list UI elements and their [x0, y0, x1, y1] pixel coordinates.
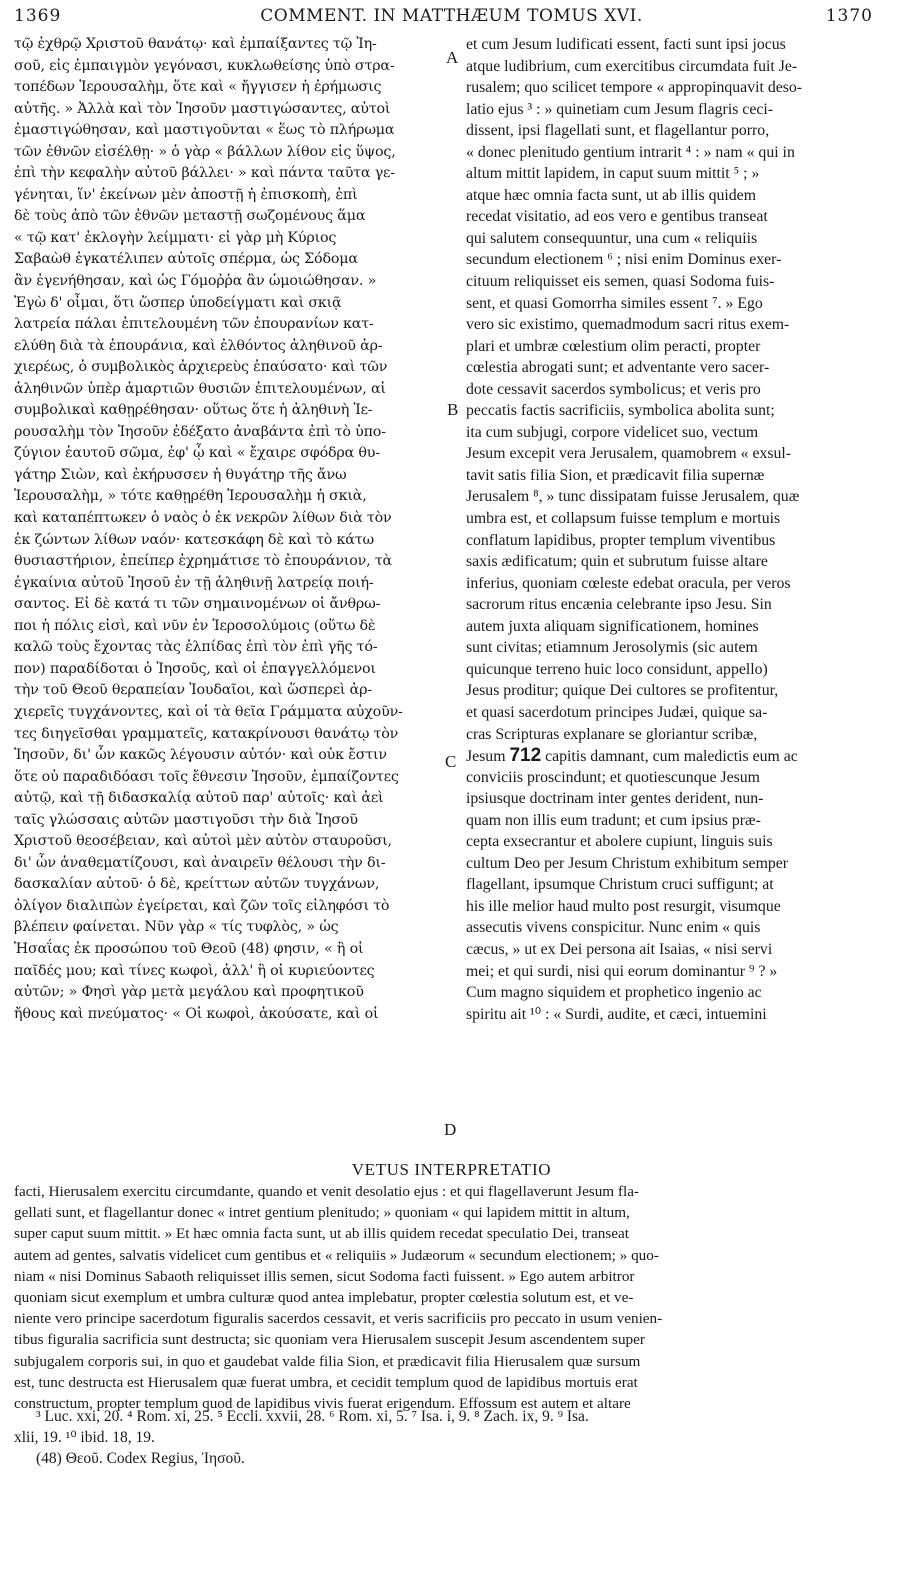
latin-text-line: et cum Jesum ludificati essent, facti sunt ipsi jocus — [466, 36, 786, 53]
latin-text-line: mei; et qui surdi, nisi qui eorum dominantur ⁹ ? » — [466, 962, 778, 980]
greek-text-line: Σαβαὼθ ἐγκατέλιπεν αὐτοῖς σπέρμα, ὡς Σόδομα — [14, 251, 358, 268]
margin-marker-c: C — [445, 752, 457, 771]
latin-text-line: latio ejus ³ : » quinetiam cum Jesum flagris ceci- — [466, 100, 773, 118]
latin-text-line: inferius, quoniam cœleste edebat oracula, per veros — [466, 574, 791, 592]
footnotes — [14, 1406, 894, 1448]
vetus-text-line: niam « nisi Dominus Sabaoth reliquisset illis semen, sicut Sodoma facti fuissent. » Ego autem arbitror — [14, 1267, 635, 1285]
greek-text-line: αὐτῷ, καὶ τῇ διδασκαλίᾳ αὐτοῦ παρ' αὐτοῖς· καὶ ἀεὶ — [14, 790, 384, 807]
latin-text-line: tavit satis filia Sion, et prædicavit filia supernæ — [466, 466, 765, 484]
running-header — [0, 0, 903, 28]
latin-text-line: conviciis proscindunt; et quotiescunque Jesum — [466, 768, 760, 786]
greek-text-line: ἤθους καὶ πνεύματος· « Οἱ κωφοὶ, ἀκούσατε, καὶ οἱ — [14, 1005, 379, 1022]
latin-text-line: dote cessavit sacerdos symbolicus; et veris pro — [466, 380, 761, 398]
greek-text-line: αὐτῆς. » Ἀλλὰ καὶ τὸν Ἰησοῦν μαστιγώσαντες, αὐτοὶ — [14, 100, 391, 117]
greek-text-line: γάτηρ Σιὼν, καὶ ἐκήρυσσεν ἡ θυγάτηρ τῆς ἄνω — [14, 466, 347, 483]
greek-critical-note: (48) Θεοῦ. Codex Regius, Ἰησοῦ. — [36, 1450, 245, 1467]
vetus-text-line: niente vero principe sacerdotum figuralis sacerdos cessavit, et veris sacrificiis pro peccato in usum venien- — [14, 1310, 663, 1328]
latin-text-line: dissent, ipsi flagellati sunt, et flagellantur porro, — [466, 122, 770, 140]
latin-text-line: atque hæc omnia facta sunt, ut ab illis quidem — [466, 186, 756, 204]
greek-text-line: ἐμαστιγώθησαν, καὶ μαστιγοῦνται « ἕως τὸ πλήρωμα — [14, 122, 395, 139]
greek-text-line: βλέπειν φαίνεται. Νῦν γὰρ « τίς τυφλὸς, » ὡς — [14, 919, 339, 936]
vetus-text-line: quoniam sicut exemplum et umbra culturæ quod antea implebatur, propter cœlestia solutum est, et ve- — [14, 1288, 634, 1306]
greek-text-line: ἐκ ζώντων λίθων ναόν· κατεσκάφη δὲ καὶ τὸ κάτω — [14, 531, 374, 548]
vetus-text-line: est, tunc destructa est Hierusalem quæ fuerat umbra, et cecidit templum quod de lapidibus mortuis erat — [14, 1373, 638, 1391]
greek-text-line: δασκαλίαν αὐτοῦ· ὁ δὲ, κρείττων αὐτῶν τυγχάνων, — [14, 876, 380, 893]
latin-text-line-with-column-number — [466, 745, 886, 767]
greek-text-line: χιερέως, ὁ συμβολικὸς ἀρχιερεὺς ἐπαύσατο· καὶ τῶν — [14, 359, 388, 376]
latin-text-line: umbra est, et collapsum fuisse templum e mortuis — [466, 510, 781, 528]
greek-text-line: « τῷ κατ' ἐκλογὴν λείμματι· εἰ γὰρ μὴ Κύριος — [14, 229, 337, 246]
greek-text-line: δὲ τοὺς ἀπὸ τῶν ἐθνῶν μεταστῇ σωζομένους ἅμα — [14, 208, 366, 225]
latin-text-line: his ille melior haud multo post resurgit, visumque — [466, 897, 781, 915]
page-number-right: 1370 — [825, 6, 873, 26]
greek-text-line: χιερεῖς τυγχάνοντες, καὶ οἱ τὰ θεῖα Γράμματα αὐχοῦν- — [14, 703, 403, 720]
greek-text-line: Χριστοῦ θεοσέβειαν, καὶ αὐτοὶ μὲν αὐτὸν σταυροῦσι, — [14, 833, 392, 850]
greek-text-line: σοῦ, εἰς ἐμπαιγμὸν γεγόνασι, κυκλωθείσης ὑπὸ στρα- — [14, 57, 395, 74]
latin-text-line: cepta exsecrantur et abolere cupiunt, linguis suis — [466, 833, 773, 851]
latin-text-line: assecutis vivens conspicitur. Nunc enim « quis — [466, 919, 761, 937]
greek-text-line: ἀληθινῶν ὑπὲρ ἁμαρτιῶν θυσιῶν ἐπιτελουμένων, αἱ — [14, 380, 386, 397]
greek-text-line: παῖδές μου; καὶ τίνες κωφοὶ, ἀλλ' ἢ οἱ κυριεύοντες — [14, 962, 375, 979]
running-title: COMMENT. IN MATTHÆUM TOMUS XVI. — [260, 6, 643, 26]
footnote-line: ³ Luc. xxi, 20. ⁴ Rom. xi, 25. ⁵ Eccli. xxvii, 28. ⁶ Rom. xi, 5. ⁷ Isa. i, 9. ⁸ Zach. ix, 9. ⁹ Isa. — [36, 1408, 589, 1425]
greek-text-line: συμβολικαὶ καθῃρέθησαν· οὕτως ὅτε ἡ ἀληθινὴ Ἱε- — [14, 402, 373, 419]
latin-text-line: secundum electionem ⁶ ; nisi enim Dominus exer- — [466, 251, 782, 269]
latin-text-line: « donec plenitudo gentium intrarit ⁴ : » nam « qui in — [466, 143, 795, 161]
latin-text-line: ita cum subjugi, corpore videlicet suo, vectum — [466, 423, 759, 441]
page-number-left: 1369 — [14, 6, 62, 26]
greek-text-line: ἐπὶ τὴν κεφαλὴν αὐτοῦ βάλλει· » καὶ πάντα ταῦτα γε- — [14, 165, 395, 182]
latin-text-line: sunt civitas; etiamnum Jerosolymis (sic autem — [466, 639, 758, 657]
greek-text-line: θυσιαστήριον, ἐπείπερ ἐχρημάτισε τὸ ἐπουράνιον, τὰ — [14, 553, 392, 570]
latin-text-line: spiritu ait ¹⁰ : « Surdi, audite, et cæci, intuemini — [466, 1005, 767, 1023]
greek-text-line: τοπέδων Ἱερουσαλὴμ, ὅτε καὶ « ἤγγισεν ἡ ἐρήμωσις — [14, 79, 382, 96]
greek-text-line: τὴν τοῦ Θεοῦ θεραπείαν Ἰουδαῖοι, καὶ ὥσπερεὶ ἀρ- — [14, 682, 372, 699]
greek-text-line: ἐγκαίνια αὐτοῦ Ἰησοῦ ἐν τῇ ἀληθινῇ λατρείᾳ ποιή- — [14, 574, 374, 591]
latin-text-line: plari et umbræ cœlestium olim peracti, propter — [466, 337, 761, 355]
greek-text-line: ζύγιον ἑαυτοῦ σῶμα, ἐφ' ᾧ καὶ « ἔχαιρε σφόδρα θυ- — [14, 445, 380, 462]
greek-text-line: λατρεία πάλαι ἐπιτελουμένη τῶν ἐπουρανίων κατ- — [14, 316, 374, 333]
latin-text-line: sacrorum ritus encænia celebrante ipso Jesu. Sin — [466, 596, 772, 614]
greek-text-column — [14, 34, 440, 1025]
latin-text-line: saxis ædificatum; quin et subrutum fuisse altare — [466, 553, 768, 571]
latin-text-line: quam non illis eum tradunt; et cum ipsius præ- — [466, 811, 761, 829]
vetus-text-line: autem ad gentes, salvatis videlicet cum gentibus et « reliquiis » Judæorum « secundum electionem; » quo- — [14, 1246, 659, 1264]
greek-text-line: καλῶ τοὺς ἔχοντας τὰς ἐλπίδας ἐπὶ τὸν ἐπὶ γῆς τό- — [14, 639, 378, 656]
latin-text-fragment: Jesum — [466, 748, 506, 766]
vetus-text-line: constructum, propter templum quod de lapidibus vivis fuerat erigendum. Effossum est autem et altare — [14, 1394, 631, 1412]
latin-text-line: cultum Deo per Jesum Christum exhibitum semper — [466, 854, 789, 872]
greek-text-line: ελύθη διὰ τὰ ἐπουράνια, καὶ ἐλθόντος ἀληθινοῦ ἀρ- — [14, 337, 383, 354]
greek-text-line: Ἱερουσαλὴμ, » τότε καθῃρέθη Ἱερουσαλὴμ ἡ σκιὰ, — [14, 488, 367, 505]
vetus-interpretatio-heading: VETUS INTERPRETATIO — [351, 1160, 552, 1179]
greek-text-line: δι' ὧν ἀναθεματίζουσι, καὶ ἀναιρεῖν θέλουσι τὴν δι- — [14, 854, 386, 871]
latin-text-line: Jerusalem ⁸, » tunc dissipatam fuisse Jerusalem, quæ — [466, 488, 800, 506]
latin-text-line: cituum reliquisset eis semen, quasi Sodoma fuis- — [466, 273, 775, 291]
latin-text-line: altum mittit lapidem, in caput suum mittit ⁵ ; » — [466, 165, 760, 183]
latin-text-line: peccatis factis sacrificiis, symbolica abolita sunt; — [466, 402, 775, 420]
vetus-text-line: tibus figuralia sacrificia sunt destructa; sic quoniam vera Hierusalem suscepit Jesum ascendentem super — [14, 1331, 645, 1349]
greek-text-line: γένηται, ἵν' ἐκείνων μὲν ἀποστῇ ἡ ἐπισκοπὴ, ἐπὶ — [14, 186, 358, 203]
greek-text-line: πον) παραδίδοται ὁ Ἰησοῦς, καὶ οἱ ἐπαγγελλόμενοι — [14, 660, 376, 677]
column-number: 712 — [509, 745, 542, 767]
greek-text-line: ὀλίγον διαλιπὼν ἐγείρεται, καὶ ζῶν τοῖς εἰληφόσι τὸ — [14, 897, 390, 914]
vetus-text-line: subjugalem corporis sui, in quo et gaudebat valde filia Sion, et prædicavit filia Hierusalem quæ sursum — [14, 1352, 641, 1370]
greek-text-line: ρουσαλὴμ τὸν Ἰησοῦν ἐδέξατο ἀναβάντα ἐπὶ τὸ ὑπο- — [14, 423, 386, 440]
latin-text-line: qui salutem consequuntur, una cum « reliquiis — [466, 229, 758, 247]
greek-text-line: Ἐγὼ δ' οἶμαι, ὅτι ὥσπερ ὑποδείγματι καὶ σκιᾷ — [14, 294, 342, 311]
vetus-text-line: facti, Hierusalem exercitu circumdante, quando et venit desolatio ejus : et qui flagellaverunt Jesum fla- — [14, 1183, 639, 1200]
latin-text-line: conflatum lapidibus, propter templum viventibus — [466, 531, 776, 549]
greek-text-line: καὶ καταπέπτωκεν ὁ ναὸς ὁ ἐκ νεκρῶν λίθων διὰ τὸν — [14, 510, 392, 527]
greek-text-line: τῶν ἐθνῶν εἰσέλθῃ· » ὁ γὰρ « βάλλων λίθον εἰς ὕψος, — [14, 143, 396, 160]
greek-text-line: ποι ἡ πόλις εἰσὶ, καὶ νῦν ἐν Ἱεροσολύμοις (οὕτω δὲ — [14, 617, 376, 634]
latin-text-line: et quasi sacerdotum principes Judæi, quique sa- — [466, 703, 768, 721]
vetus-interpretatio-text — [14, 1181, 890, 1414]
latin-text-line: sent, et quasi Gomorrha similes essent ⁷. » Ego — [466, 294, 763, 312]
latin-text-fragment: capitis damnant, cum maledictis eum ac — [545, 748, 798, 766]
greek-text-line: Ἰησοῦν, δι' ὧν κακῶς λέγουσιν αὐτόν· καὶ οὐκ ἔστιν — [14, 747, 387, 764]
latin-text-line: Cum magno siquidem et prophetico ingenio ac — [466, 984, 762, 1002]
greek-text-line: Ἡσαΐας ἐκ προσώπου τοῦ Θεοῦ (48) φησιν, « ἢ οἱ — [14, 940, 364, 957]
latin-text-line: cras Scripturas explanare se gloriantur scribæ, — [466, 725, 758, 743]
latin-text-column — [466, 34, 886, 1025]
vetus-text-line: super caput suum mittit. » Et hæc omnia facta sunt, ut ab illis quidem recedat speculatio Dei, transeat — [14, 1225, 629, 1243]
latin-text-line: cœlestia abrogati sunt; et adventante vero sacer- — [466, 359, 770, 377]
margin-marker-b: B — [447, 400, 459, 419]
margin-marker-d: D — [444, 1120, 457, 1139]
latin-text-line: ipsiusque doctrinam inter gentes derident, nun- — [466, 790, 764, 808]
greek-text-line: σαντος. Εἰ δὲ κατά τι τῶν σημαινομένων οἱ ἄνθρω- — [14, 596, 381, 613]
greek-text-line: ταῖς γλώσσαις αὐτῶν μαστιγοῦσι τὴν διὰ Ἰησοῦ — [14, 811, 358, 828]
latin-text-line: autem juxta aliquam significationem, homines — [466, 617, 759, 635]
latin-text-line: atque ludibrium, cum exercitibus circumdata fuit Je- — [466, 57, 798, 75]
greek-text-line: τῷ ἐχθρῷ Χριστοῦ θανάτῳ· καὶ ἐμπαίξαντες τῷ Ἰη- — [14, 36, 377, 52]
greek-text-line: αὐτῶν; » Φησὶ γὰρ μετὰ μεγάλου καὶ προφητικοῦ — [14, 984, 364, 1001]
footnote-line: xlii, 19. ¹⁰ ibid. 18, 19. — [14, 1429, 155, 1446]
vetus-text-line: gellati sunt, et flagellantur donec « intret gentium plenitudo; » quoniam « qui lapidem mittit in altum, — [14, 1204, 630, 1222]
latin-text-line: vero sic existimo, quemadmodum sacri ritus exem- — [466, 316, 790, 334]
greek-text-line: ὅτε οὐ παραδιδόασι τοῖς ἔθνεσιν Ἰησοῦν, ἐμπαίζοντες — [14, 768, 399, 785]
latin-text-line: recedat visitatio, ad eos vero e gentibus transeat — [466, 208, 768, 226]
latin-text-line: cæcus, » ut ex Dei persona ait Isaias, « nisi servi — [466, 940, 773, 958]
latin-text-line: flagellant, ipsumque Christum cruci suffigunt; at — [466, 876, 774, 894]
latin-text-line: Jesum excepit vera Jerusalem, quamobrem « exsul- — [466, 445, 792, 463]
latin-text-line: rusalem; quo scilicet tempore « appropinquavit deso- — [466, 79, 803, 97]
greek-text-line: ἂν ἐγενήθησαν, καὶ ὡς Γόμοῤῥα ἂν ὡμοιώθησαν. » — [14, 273, 377, 290]
latin-text-line: quicunque terreno huic loco considunt, appello) — [466, 660, 768, 678]
latin-text-line: Jesus proditur; quique Dei cultores se profitentur, — [466, 682, 779, 700]
greek-text-line: τες διηγεῖσθαι γραμματεῖς, κατακρίνουσι θανάτῳ τὸν — [14, 725, 399, 742]
margin-marker-a: A — [446, 48, 459, 67]
